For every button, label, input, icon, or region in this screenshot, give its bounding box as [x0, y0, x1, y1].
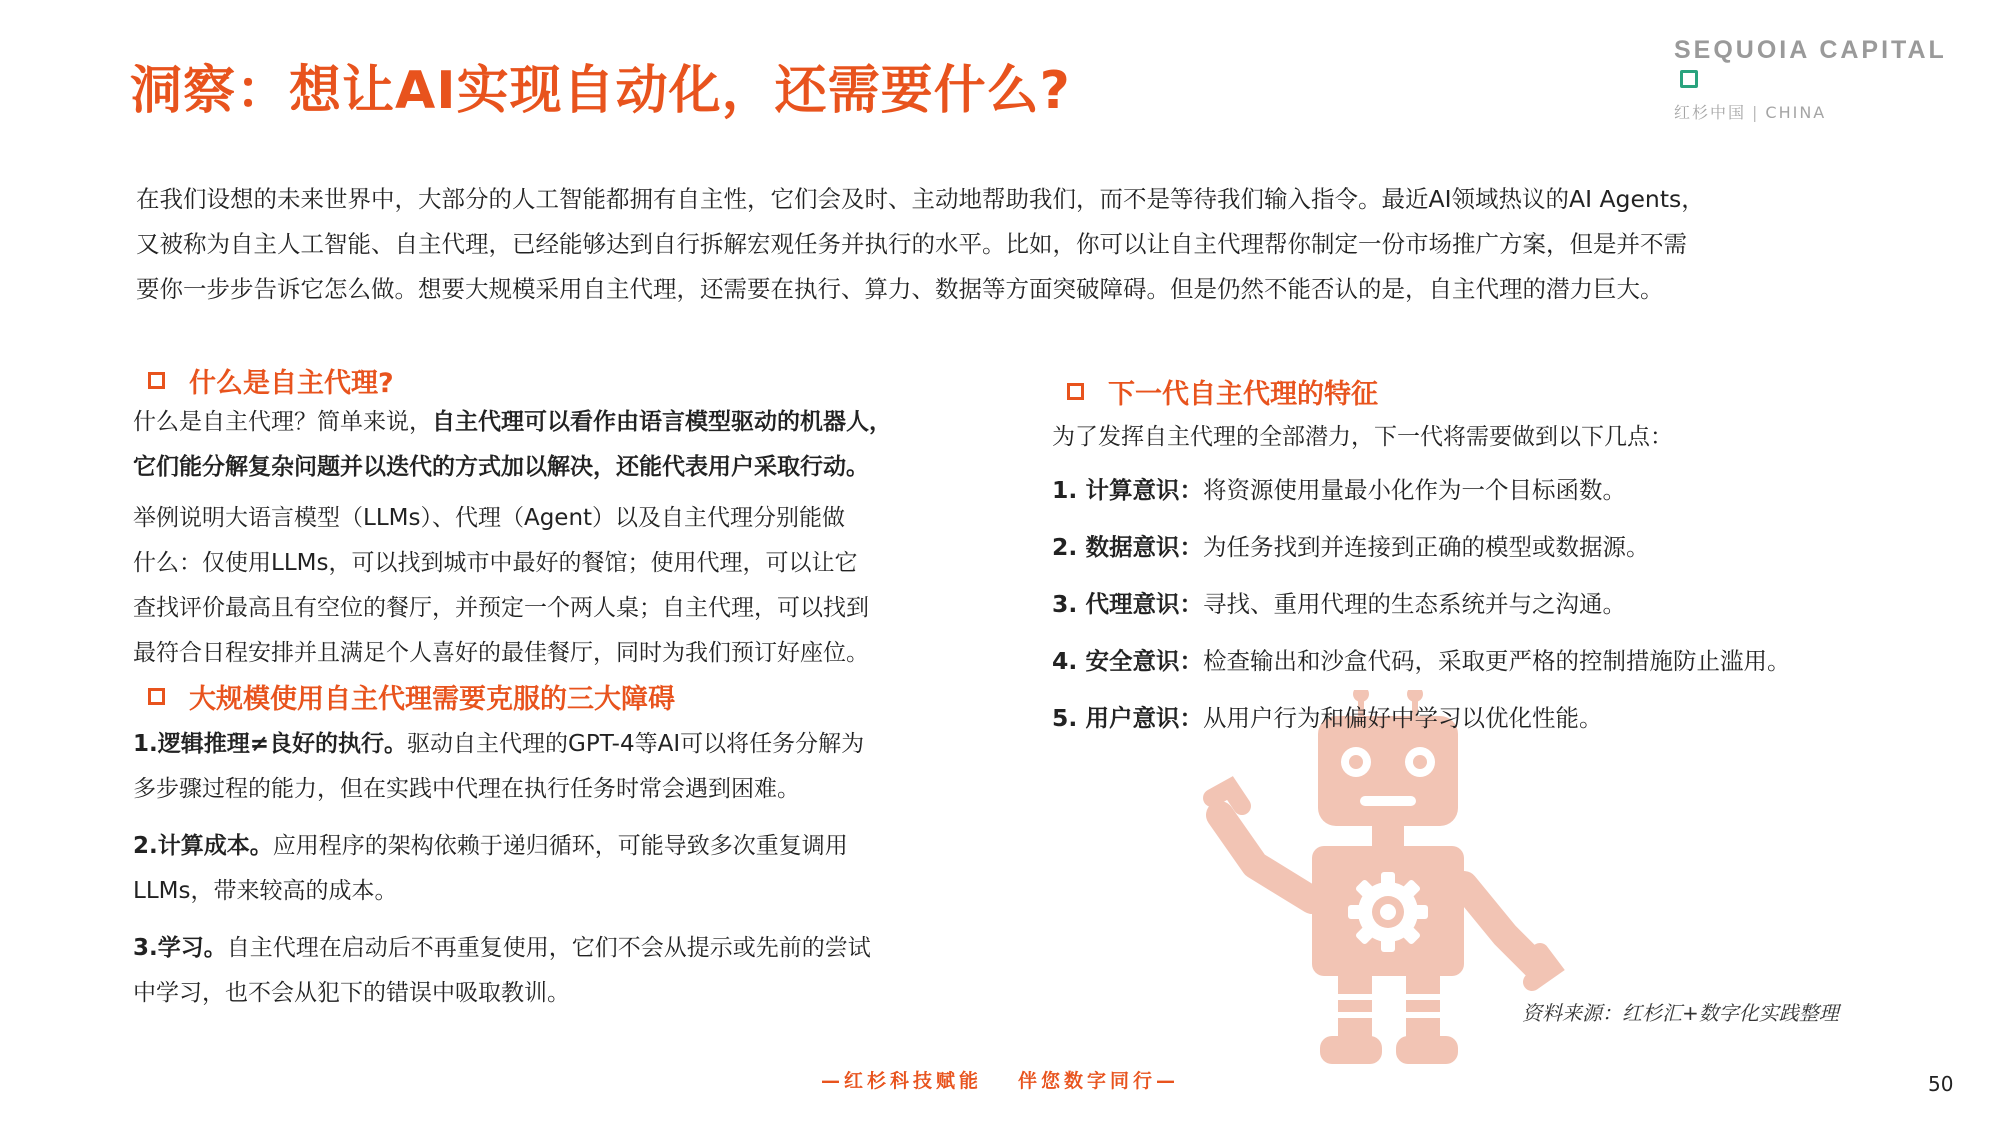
logo-sub-en: CHINA — [1765, 103, 1827, 122]
obstacle-item: 3.学习。自主代理在启动后不再重复使用，它们不会从提示或先前的尝试 中学习，也不会从犯下的错误中吸取教训。 — [133, 935, 871, 1006]
square-bullet-icon — [1067, 383, 1084, 400]
logo-mark-icon — [1680, 70, 1698, 88]
square-bullet-icon — [148, 372, 165, 389]
features-intro: 为了发挥自主代理的全部潜力，下一代将需要做到以下几点： — [1052, 424, 1673, 450]
feature-item: 1. 计算意识：将资源使用量最小化作为一个目标函数。 — [1052, 476, 1626, 504]
square-bullet-icon — [148, 688, 165, 705]
logo-sub-cn: 红杉中国 — [1674, 103, 1747, 122]
feature-item: 5. 用户意识：从用户行为和偏好中学习以优化性能。 — [1052, 704, 1603, 732]
obstacle-item: 1.逻辑推理≠良好的执行。驱动自主代理的GPT-4等AI可以将任务分解为 多步骤过程的能力，但在实践中代理在执行任务时常会遇到困难。 — [133, 731, 865, 802]
page-number: 50 — [1928, 1072, 1954, 1096]
definition-paragraph: 什么是自主代理？简单来说，自主代理可以看作由语言模型驱动的机器人， 它们能分解复杂问题并以迭代的方式加以解决，还能代表用户采取行动。 — [133, 409, 892, 480]
intro-line: 要你一步步告诉它怎么做。想要大规模采用自主代理，还需要在执行、算力、数据等方面突破障碍。但是仍然不能否认的是，自主代理的潜力巨大。 — [136, 275, 1664, 303]
example-line: 查找评价最高且有空位的餐厅，并预定一个两人桌；自主代理，可以找到 — [133, 595, 869, 621]
example-line: 举例说明大语言模型（LLMs）、代理（Agent）以及自主代理分别能做 — [133, 505, 846, 531]
section-heading-next-gen-features: 下一代自主代理的特征 — [1052, 371, 1952, 411]
example-paragraph — [133, 496, 953, 676]
section-heading-obstacles: 大规模使用自主代理需要克服的三大障碍 — [133, 676, 953, 716]
features-list — [1052, 462, 1952, 747]
intro-line: 在我们设想的未来世界中，大部分的人工智能都拥有自主性，它们会及时、主动地帮助我们，而不是等待我们输入指令。最近AI领域热议的AI Agents， — [136, 185, 1705, 213]
logo-wordmark: SEQUOIA CAPITAL — [1674, 36, 1947, 64]
right-column — [1052, 371, 1952, 747]
example-line: 最符合日程安排并且满足个人喜好的最佳餐厅，同时为我们预订好座位。 — [133, 640, 869, 666]
page-title: 洞察：想让AI实现自动化，还需要什么? — [130, 61, 1071, 121]
feature-item: 4. 安全意识：检查输出和沙盒代码，采取更严格的控制措施防止滥用。 — [1052, 647, 1791, 675]
section-heading-what-is-agent: 什么是自主代理? — [133, 360, 953, 400]
intro-paragraph — [136, 177, 1876, 312]
left-column — [133, 360, 953, 1016]
sequoia-capital-logo: SEQUOIA CAPITAL 红杉中国 | CHINA — [1674, 36, 1947, 122]
intro-line: 又被称为自主人工智能、自主代理，已经能够达到自行拆解宏观任务并执行的水平。比如，你可以让自主代理帮你制定一份市场推广方案，但是并不需 — [136, 230, 1687, 258]
robot-illustration — [1160, 690, 1580, 1070]
obstacle-item: 2.计算成本。应用程序的架构依赖于递归循环，可能导致多次重复调用 LLMs，带来较高的成本。 — [133, 833, 848, 904]
feature-item: 3. 代理意识：寻找、重用代理的生态系统并与之沟通。 — [1052, 590, 1626, 618]
example-line: 什么：仅使用LLMs，可以找到城市中最好的餐馆；使用代理，可以让它 — [133, 550, 858, 576]
footer-slogan: —红杉科技赋能 伴您数字同行— — [820, 1070, 1180, 1092]
feature-item: 2. 数据意识：为任务找到并连接到正确的模型或数据源。 — [1052, 533, 1650, 561]
source-note: 资料来源：红杉汇+数字化实践整理 — [1522, 1001, 1839, 1025]
